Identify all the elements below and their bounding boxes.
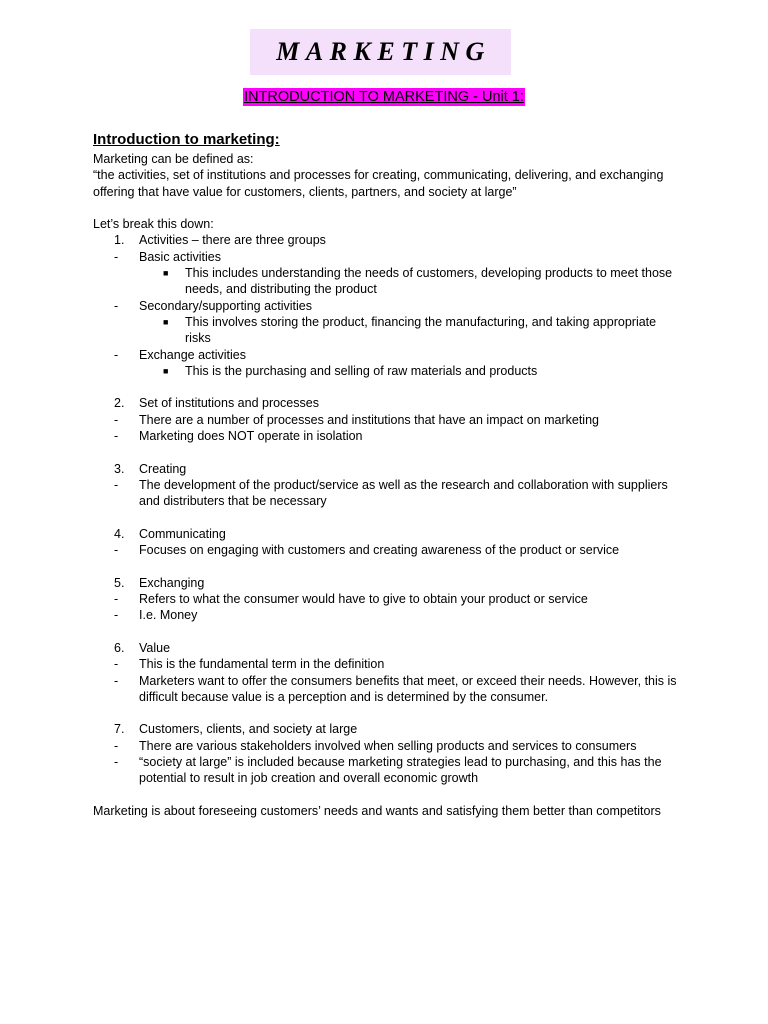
- dash-item: - I.e. Money: [114, 608, 198, 623]
- dash-item: - Basic activities: [114, 249, 221, 264]
- intro-line: Marketing can be defined as:: [93, 152, 254, 166]
- numbered-item: [93, 640, 683, 656]
- item-label: Customers, clients, and society at large: [139, 722, 358, 737]
- item-number: 4.: [114, 526, 125, 541]
- item-number: 3.: [114, 461, 125, 476]
- dash-text: Basic activities: [139, 249, 221, 264]
- dash-item: - The development of the product/service as well as the research and collaboration with suppliers and distributers that be necessary: [114, 477, 668, 509]
- numbered-item: [93, 721, 683, 737]
- numbered-item: [93, 232, 683, 248]
- square-bullet-item: [93, 363, 683, 379]
- title-banner: [250, 29, 511, 75]
- dash-item: - There are a number of processes and institutions that have an impact on marketing: [114, 412, 599, 427]
- dash-text: I.e. Money: [139, 608, 198, 623]
- dash-text: Focuses on engaging with customers and creating awareness of the product or service: [139, 543, 620, 558]
- numbered-item: [93, 461, 683, 477]
- dash-item: - Focuses on engaging with customers and creating awareness of the product or service: [114, 543, 620, 558]
- unit-subtitle: INTRODUCTION TO MARKETING - Unit 1:: [244, 89, 524, 105]
- numbered-item: [93, 526, 683, 542]
- item-number: 5.: [114, 575, 125, 590]
- dash-text: Marketing does NOT operate in isolation: [139, 429, 363, 444]
- square-bullet-icon: ■: [163, 316, 169, 327]
- item-label: Activities – there are three groups: [139, 233, 326, 248]
- item-number: 7.: [114, 722, 125, 737]
- sub-bullet-text: This involves storing the product, financing the manufacturing, and taking appropriate risks: [185, 314, 657, 346]
- subtitle-row: [0, 88, 768, 107]
- document-body: [93, 130, 683, 819]
- dash-item: - This is the fundamental term in the definition: [114, 657, 385, 672]
- item-label: Set of institutions and processes: [139, 396, 319, 411]
- item-label: Value: [139, 640, 171, 655]
- numbered-item: [93, 395, 683, 411]
- dash-text: “society at large” is included because marketing strategies lead to purchasing, and this has the potential to result in job creation and overall economic growth: [139, 754, 662, 786]
- breakdown-intro: Let’s break this down:: [93, 217, 214, 232]
- item-number: 2.: [114, 396, 125, 411]
- item-label: Communicating: [139, 526, 226, 541]
- dash-text: Refers to what the consumer would have to give to obtain your product or service: [139, 592, 588, 607]
- dash-text: Secondary/supporting activities: [139, 298, 313, 313]
- sub-bullet-text: This includes understanding the needs of customers, developing products to meet those needs, and distributing the product: [185, 266, 673, 297]
- dash-item: - Refers to what the consumer would have to give to obtain your product or service: [114, 592, 588, 607]
- square-bullet-icon: ■: [163, 365, 169, 376]
- document-title: MARKETING: [276, 36, 491, 66]
- conclusion-paragraph: Marketing is about foreseeing customers’ needs and wants and satisfying them better than competitors: [93, 803, 661, 818]
- item-label: Exchanging: [139, 575, 205, 590]
- square-bullet-item: [93, 314, 683, 347]
- dash-item: - There are various stakeholders involved when selling products and services to consumers: [114, 738, 637, 753]
- dash-item: - “society at large” is included because marketing strategies lead to purchasing, and this has the potential to result in job creation and overall economic growth: [114, 754, 662, 786]
- dash-item: - Secondary/supporting activities: [114, 298, 313, 313]
- sub-bullet-text: This is the purchasing and selling of raw materials and products: [185, 363, 538, 378]
- item-number: 1.: [114, 233, 125, 248]
- dash-text: Marketers want to offer the consumers benefits that meet, or exceed their needs. However, this is difficult because value is a perception and is determined by the consumer.: [139, 673, 677, 704]
- dash-item: - Marketing does NOT operate in isolation: [114, 429, 363, 444]
- dash-item: - Exchange activities: [114, 347, 247, 362]
- dash-item: - Marketers want to offer the consumers benefits that meet, or exceed their needs. However, this is difficult because value is a perception and is determined by the consumer.: [114, 673, 677, 704]
- item-label: Creating: [139, 461, 187, 476]
- dash-text: Exchange activities: [139, 347, 247, 362]
- numbered-item: [93, 575, 683, 591]
- item-number: 6.: [114, 640, 125, 655]
- square-bullet-icon: ■: [163, 268, 169, 279]
- section-heading: Introduction to marketing:: [93, 131, 280, 148]
- square-bullet-item: [93, 265, 683, 298]
- dash-text: There are various stakeholders involved when selling products and services to consumers: [139, 738, 637, 753]
- dash-text: The development of the product/service as well as the research and collaboration with suppliers and distributers that be necessary: [139, 477, 668, 509]
- dash-text: This is the fundamental term in the definition: [139, 657, 385, 672]
- dash-text: There are a number of processes and institutions that have an impact on marketing: [139, 412, 599, 427]
- definition-quote: “the activities, set of institutions and processes for creating, communicating, delivering, and exchanging offering that have value for customers, clients, partners, and society at large”: [93, 168, 664, 199]
